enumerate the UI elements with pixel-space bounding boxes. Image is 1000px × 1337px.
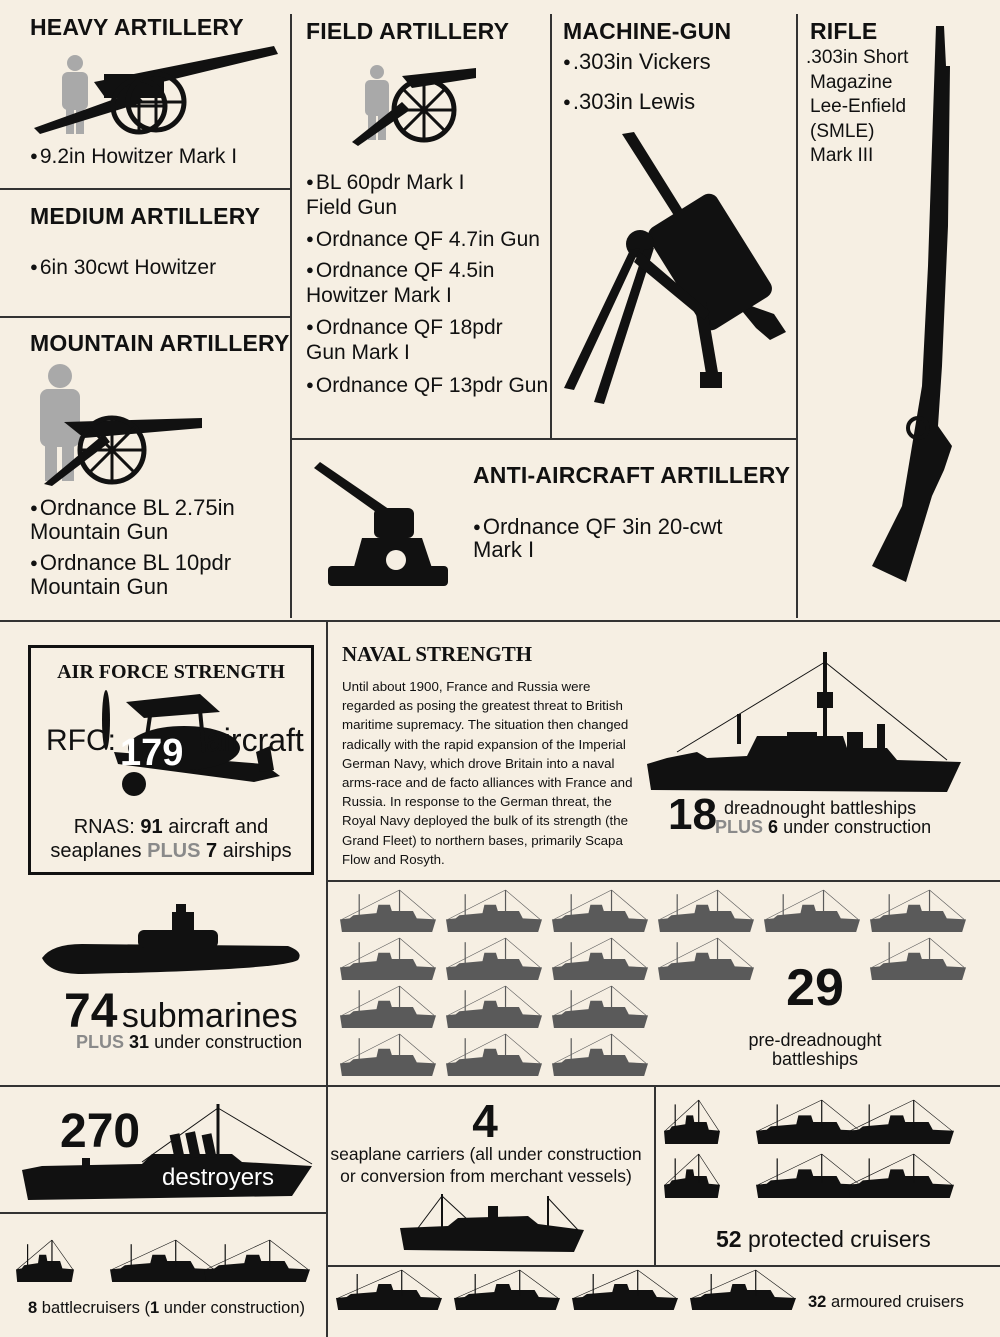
anti-aircraft-gun-icon <box>312 462 448 594</box>
battlecruisers-uc-label: under construction) <box>163 1299 306 1317</box>
protected-cruisers-count: 52 <box>716 1226 742 1252</box>
protected-cruisers-label: protected cruisers <box>747 1226 931 1252</box>
divider <box>290 438 796 440</box>
rnas-line-1 <box>28 816 314 839</box>
pre-dreadnought-ship-icon <box>340 986 436 1028</box>
mountain-item-1-cont: Mountain Gun <box>30 519 169 544</box>
field-item-3-cont: Howitzer Mark I <box>306 284 452 307</box>
plus-label: PLUS <box>715 817 764 837</box>
armoured-cruisers-count: 32 <box>808 1293 827 1311</box>
battlecruiser-icon <box>204 1240 310 1282</box>
divider <box>0 188 290 190</box>
protected-cruisers-fleet <box>664 1100 964 1206</box>
machine-gun-title: MACHINE-GUN <box>563 18 732 44</box>
submarines-uc-line <box>76 1032 302 1053</box>
armoured-cruiser-icon <box>690 1270 796 1310</box>
pre-dreadnought-ship-icon <box>658 938 754 980</box>
plus-label: PLUS <box>147 840 201 862</box>
dreadnought-uc-count: 6 <box>768 817 779 837</box>
heavy-item: ● 9.2in Howitzer Mark I <box>30 143 237 170</box>
anti-aircraft-title: ANTI-AIRCRAFT ARTILLERY <box>473 462 791 488</box>
pre-dreadnought-label-1: pre-dreadnought <box>748 1030 882 1050</box>
armoured-cruisers-fleet <box>336 1270 806 1312</box>
divider <box>0 1212 326 1214</box>
naval-strength-title: NAVAL STRENGTH <box>342 642 533 666</box>
dreadnought-uc-label: under construction <box>783 817 932 837</box>
submarines-line <box>64 984 298 1039</box>
seaplanes-label: seaplanes <box>50 840 142 862</box>
protected-cruiser-icon <box>756 1154 862 1198</box>
pre-dreadnought-ship-icon <box>340 1034 436 1076</box>
battlecruisers-count: 8 <box>28 1299 38 1317</box>
submarines-uc-count: 31 <box>129 1032 150 1052</box>
naval-strength-text: Until about 1900, France and Russia were regarded as posing the greatest threat to British maritime supremacy. The situation then changed radically with the rapid expansion of the Imperial German Navy, which drove Britain into a naval arms-race and de facto alliances with France and Russia. In response to the German threat, the Royal Navy deployed the bulk of its strength (the Grand Fleet) to northern bases, primarily Scapa Flow and Rosyth. <box>342 679 633 867</box>
rifle-icon <box>872 26 958 582</box>
vickers-machine-gun-icon <box>560 132 790 408</box>
medium-item: ● 6in 30cwt Howitzer <box>30 254 216 281</box>
rnas-aircraft-label: aircraft and <box>168 816 269 838</box>
divider <box>550 14 552 438</box>
armoured-cruisers-label: armoured cruisers <box>830 1293 964 1311</box>
divider <box>0 316 290 318</box>
seaplane-carrier-icon <box>398 1194 586 1254</box>
rfc-label: RFC: <box>46 724 116 757</box>
mg-item-2: ● .303in Lewis <box>563 89 695 115</box>
armoured-cruisers-line <box>808 1293 964 1312</box>
rifle-title: RIFLE <box>810 18 878 44</box>
howitzer-icon <box>34 44 280 136</box>
pre-dreadnought-ship-icon <box>552 938 648 980</box>
battlecruisers-fleet <box>16 1240 312 1284</box>
rifle-line-5: Mark III <box>810 145 874 166</box>
rifle-line-3: Lee-Enfield <box>810 96 907 117</box>
battlecruisers-uc-count: 1 <box>149 1299 160 1317</box>
pre-dreadnought-ship-icon <box>658 890 754 932</box>
heavy-artillery-title: HEAVY ARTILLERY <box>30 14 244 40</box>
submarines-uc-label: under construction <box>154 1032 303 1052</box>
mountain-item-2-cont: Mountain Gun <box>30 574 169 599</box>
dreadnought-battleship-icon <box>647 652 963 794</box>
rnas-label: RNAS: <box>73 816 135 838</box>
rifle-line-1: .303in Short <box>806 47 909 68</box>
divider <box>0 1085 1000 1087</box>
field-gun-icon <box>352 66 478 148</box>
protected-cruiser-icon <box>848 1100 954 1144</box>
divider <box>654 1085 656 1265</box>
rifle-line-2: Magazine <box>810 72 893 93</box>
field-item-3: ● Ordnance QF 4.5in <box>306 257 494 284</box>
protected-cruisers-line <box>716 1226 931 1253</box>
field-item-5: ● Ordnance QF 13pdr Gun <box>306 372 548 399</box>
air-force-title: AIR FORCE STRENGTH <box>57 661 285 683</box>
submarines-count: 74 <box>64 985 118 1038</box>
rfc-count: 179 <box>120 732 184 774</box>
divider <box>326 880 1000 882</box>
plus-label: PLUS <box>76 1032 125 1052</box>
field-item-2: ● Ordnance QF 4.7in Gun <box>306 226 540 253</box>
aa-item: ● Ordnance QF 3in 20-cwt <box>473 514 723 540</box>
submarine-icon <box>42 904 304 976</box>
airships-count: 7 <box>206 840 218 862</box>
aa-item-cont: Mark I <box>473 537 535 562</box>
protected-cruiser-icon <box>664 1154 720 1198</box>
pre-dreadnought-ship-icon <box>446 938 542 980</box>
protected-cruiser-icon <box>848 1154 954 1198</box>
rnas-count: 91 <box>140 816 163 838</box>
divider <box>326 1265 1000 1267</box>
pre-dreadnought-ship-icon <box>340 938 436 980</box>
medium-artillery-title: MEDIUM ARTILLERY <box>30 203 261 229</box>
seaplane-carriers-label-1: seaplane carriers (all under construction <box>330 1144 642 1164</box>
divider <box>796 14 798 618</box>
armoured-cruiser-icon <box>572 1270 678 1310</box>
mg-item-1: ● .303in Vickers <box>563 49 711 75</box>
pre-dreadnought-ship-icon <box>340 890 436 932</box>
pre-dreadnought-ship-icon <box>446 890 542 932</box>
battlecruisers-line <box>28 1299 305 1318</box>
field-artillery-title: FIELD ARTILLERY <box>306 18 510 44</box>
field-item-1: ● BL 60pdr Mark I <box>306 169 464 196</box>
destroyers-count: 270 <box>60 1105 141 1158</box>
battlecruiser-icon <box>110 1240 216 1282</box>
armoured-cruiser-icon <box>336 1270 442 1310</box>
pre-dreadnought-ship-icon <box>764 890 860 932</box>
field-item-4: ● Ordnance QF 18pdr <box>306 314 503 341</box>
pre-dreadnought-ship-icon <box>446 1034 542 1076</box>
rnas-line-2 <box>28 840 314 863</box>
dreadnought-label: dreadnought battleships <box>724 798 917 818</box>
pre-dreadnought-ship-icon <box>870 938 966 980</box>
pre-dreadnought-ship-icon <box>446 986 542 1028</box>
divider <box>326 620 328 1337</box>
armoured-cruiser-icon <box>454 1270 560 1310</box>
pre-dreadnought-ship-icon <box>552 1034 648 1076</box>
pre-dreadnought-ship-icon <box>870 890 966 932</box>
destroyers-label: destroyers <box>162 1164 275 1191</box>
pre-dreadnought-count: 29 <box>786 959 844 1017</box>
submarines-label: submarines <box>121 997 298 1035</box>
divider <box>290 14 292 618</box>
mountain-item-1: ● Ordnance BL 2.75in <box>30 495 235 521</box>
pre-dreadnought-ship-icon <box>552 986 648 1028</box>
airships-label: airships <box>222 840 292 862</box>
divider <box>0 620 1000 622</box>
battlecruiser-icon <box>16 1240 74 1282</box>
seaplane-carriers-label-2: or conversion from merchant vessels) <box>340 1166 632 1186</box>
rifle-line-4: (SMLE) <box>810 121 875 142</box>
field-item-4-cont: Gun Mark I <box>306 341 410 364</box>
dreadnought-count: 18 <box>668 790 717 839</box>
mountain-gun-icon <box>44 412 204 486</box>
field-item-1-cont: Field Gun <box>306 196 398 219</box>
mountain-artillery-title: MOUNTAIN ARTILLERY <box>30 330 290 356</box>
protected-cruiser-icon <box>756 1100 862 1144</box>
protected-cruiser-icon <box>664 1100 720 1144</box>
seaplane-carriers-count: 4 <box>472 1095 498 1147</box>
rfc-unit: aircraft <box>206 722 304 758</box>
mountain-item-2: ● Ordnance BL 10pdr <box>30 550 231 576</box>
pre-dreadnought-label-2: battleships <box>771 1049 859 1069</box>
dreadnought-uc-line <box>715 817 931 838</box>
battlecruisers-label: battlecruisers ( <box>41 1299 150 1317</box>
pre-dreadnought-ship-icon <box>552 890 648 932</box>
